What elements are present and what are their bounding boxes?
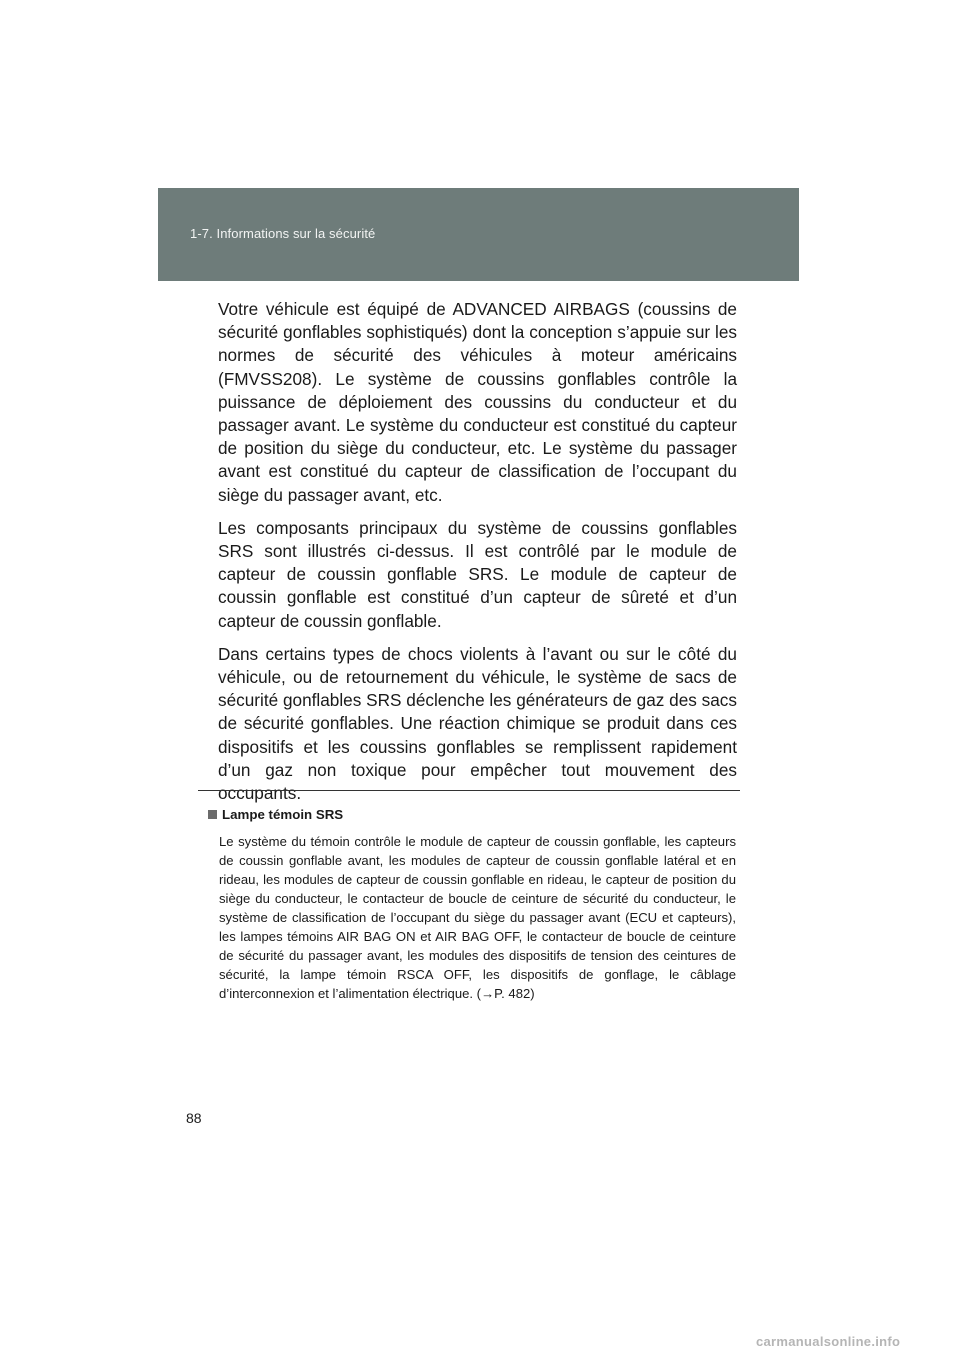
body-paragraph: Votre véhicule est équipé de ADVANCED AIRBAGS (coussins de sécurité gonflables sophistiqués) dont la conception s’appuie sur les normes de sécurité des véhicules à moteur américains (FMVSS208). Le système de coussins gonflables contrôle la puissance de déploiement des coussins du conducteur et du passager avant. Le système du conducteur est constitué du capteur de position du siège du conducteur, etc. Le système du passager avant est constitué du capteur de classification de l’occupant du siège du passager avant, etc. bbox=[218, 299, 737, 505]
watermark: carmanualsonline.info bbox=[756, 1334, 901, 1349]
note-heading-row bbox=[208, 807, 736, 822]
body-paragraph: Les composants principaux du système de coussins gonflables SRS sont illustrés ci-dessus. Il est contrôlé par le module de capteur de coussin gonflable SRS. Le module de capteur de coussin gonflable est constitué d’un capteur de sûreté et d’un capteur de coussin gonflable. bbox=[218, 517, 737, 631]
section-header-band bbox=[158, 188, 799, 281]
page-number: 88 bbox=[186, 1110, 202, 1126]
section-divider bbox=[198, 790, 740, 791]
section-title: 1-7. Informations sur la sécurité bbox=[190, 226, 376, 241]
square-bullet-icon bbox=[208, 810, 217, 819]
body-text bbox=[218, 298, 737, 815]
note-heading: Lampe témoin SRS bbox=[222, 807, 344, 822]
note-block bbox=[208, 807, 736, 1003]
body-paragraph: Dans certains types de chocs violents à l’avant ou sur le côté du véhicule, ou de retournement du véhicule, le système de sacs de sécurité gonflables SRS déclenche les générateurs de gaz des sacs de sécurité gonflables. Une réaction chimique se produit dans ces dispositifs et les coussins gonflables se remplissent rapidement d’un gaz non toxique pour empêcher tout mouvement des occupants. bbox=[218, 643, 737, 804]
note-text: Le système du témoin contrôle le module de capteur de coussin gonflable, les capteurs de coussin gonflable avant, les modules de capteur de coussin gonflable latéral et en rideau, les modules de capteur de coussin gonflable en rideau, le capteur de position du siège du conducteur, le contacteur de boucle de ceinture de sécurité du conducteur, le système de classification de l’occupant du siège du passager avant (ECU et capteurs), les lampes témoins AIR BAG ON et AIR BAG OFF, le contacteur de boucle de ceinture de sécurité du passager avant, les modules des dispositifs de tension des ceintures de sécurité, la lampe témoin RSCA OFF, les dispositifs de gonflage, le câblage d’interconnexion et l’alimentation électrique. (→P. 482) bbox=[219, 834, 736, 1001]
